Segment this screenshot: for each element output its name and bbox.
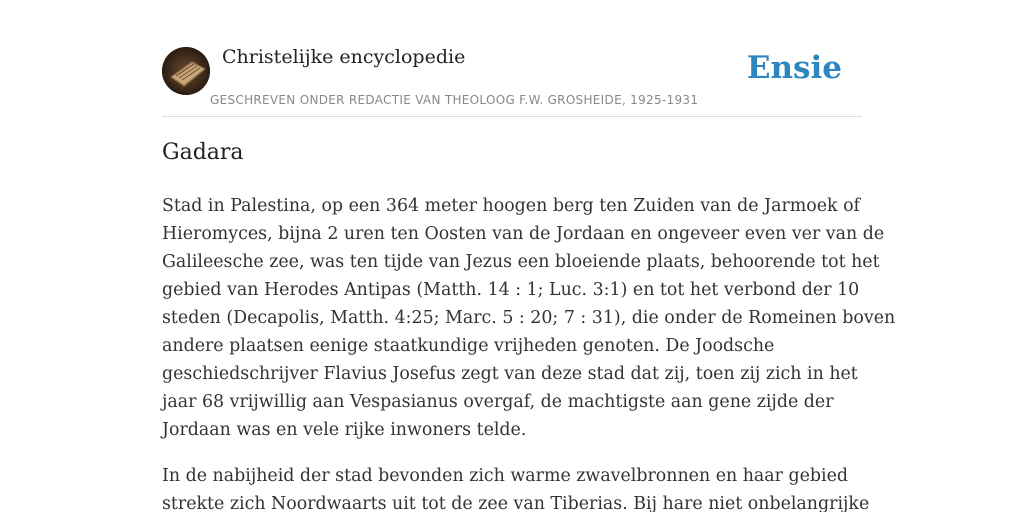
text-line: geschiedschrijver Flavius Josefus zegt van deze stad dat zij, toen zij zich in het [162,364,858,384]
text-line: steden (Decapolis, Matth. 4:25; Marc. 5 : 20; 7 : 31), die onder de Romeinen boven [162,308,896,328]
article-body [162,192,896,512]
article-paragraph [162,192,896,444]
text-line: Galileesche zee, was ten tijde van Jezus een bloeiende plaats, behoorende tot het [162,252,880,272]
article-title: Gadara [162,140,244,165]
text-line: jaar 68 vrijwillig aan Vespasianus overgaf, de machtigste aan gene zijde der [162,392,834,412]
book-title-link[interactable]: Christelijke encyclopedie [222,46,466,68]
book-cover-icon [162,47,210,95]
text-line: Hieromyces, bijna 2 uren ten Oosten van de Jordaan en ongeveer even ver van de [162,224,885,244]
article-paragraph [162,462,870,512]
text-line: In de nabijheid der stad bevonden zich warme zwavelbronnen en haar gebied [162,466,849,486]
text-line: Jordaan was en vele rijke inwoners telde. [162,420,527,440]
text-line: gebied van Herodes Antipas (Matth. 14 : 1; Luc. 3:1) en tot het verbond der 10 [162,280,860,300]
book-cover-avatar[interactable] [162,47,210,95]
text-line: andere plaatsen eenige staatkundige vrijheden genoten. De Joodsche [162,336,775,356]
text-line: Stad in Palestina, op een 364 meter hoogen berg ten Zuiden van de Jarmoek of [162,196,860,216]
ensie-logo[interactable]: Ensie [746,50,842,86]
text-line: strekte zich Noordwaarts uit tot de zee van Tiberias. Bij hare niet onbelangrijke [162,494,870,512]
site-header [162,44,862,117]
book-subtitle: GESCHREVEN ONDER REDACTIE VAN THEOLOOG F.W. GROSHEIDE, 1925-1931 [210,93,699,107]
